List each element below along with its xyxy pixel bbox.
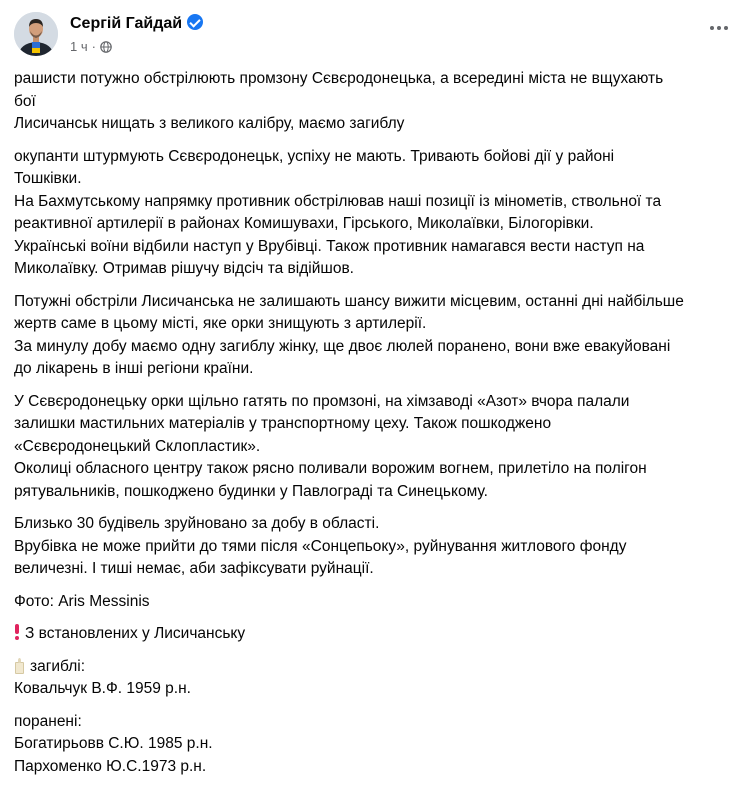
text-line: залишки мастильних матеріалів у транспортному цеху. Також пошкоджено [14,415,552,432]
injured-section [14,711,738,779]
paragraph-1 [14,68,738,136]
text-line: Українські воїни відбили наступ у Врубівці. Також противник намагався вести наступ на [14,237,645,255]
text-line: окупанти штурмують Сєвєродонецьк, успіху не мають. Тривають бойові дії у районі [14,147,615,165]
text-line: Близько 30 будівель зруйновано за добу в області. [14,515,380,532]
injured-label: поранені: [14,712,82,730]
text-line: Врубівка не може прийти до тями після «Сонцепьоку», руйнування житлового фонду [14,537,627,555]
text-line: жертв саме в цьому місті, яке орки знищують з артилерії. [14,315,427,332]
more-options-icon[interactable] [710,24,730,32]
post-meta [70,39,112,54]
text-line: величезні. І тиші немає, аби зафіксувати руйнації. [14,560,374,577]
verified-badge-icon [187,14,203,30]
text-line: бої [14,92,36,110]
author-avatar[interactable] [14,12,58,56]
text-line: Лисичанськ нищать з великого калібру, маємо загиблу [14,115,405,132]
red-exclamation-icon [14,624,20,640]
meta-separator: · [91,39,96,54]
injured-person: Богатирьовв С.Ю. 1985 р.н. [14,735,213,752]
text-line: Потужні обстріли Лисичанська не залишають шансу вижити місцевим, останні дні найбільше [14,292,684,310]
heading-text: З встановлених у Лисичанську [25,625,246,642]
text-line: За минулу добу маємо одну загиблу жінку, ще двоє люлей поранено, вони вже евакуйовані [14,337,671,355]
heading-line [14,623,738,646]
dead-label: загиблі: [30,657,86,675]
paragraph-3 [14,291,738,381]
text-line: рятувальників, пошкоджено будинки у Павлограді та Синецькому. [14,482,488,500]
dead-person: Ковальчук В.Ф. 1959 р.н. [14,680,191,697]
text-line: реактивної артилерії в районах Комишувахи, Гірського, Миколаївки, Білогорівки. [14,215,594,232]
post-timestamp[interactable]: 1 ч [70,39,88,54]
more-dot [717,26,721,30]
photo-credit [14,591,738,614]
text-line: «Сєвєродонецький Склопластик». [14,437,261,455]
text-line: Миколаївку. Отримав рішучу відсіч та відійшов. [14,260,354,277]
injured-person: Пархоменко Ю.С.1973 р.н. [14,757,207,775]
text-line: У Сєвєродонецьку орки щільно гатять по промзоні, на хімзаводі «Азот» вчора палали [14,392,630,410]
post-text [14,68,738,788]
more-dot [724,26,728,30]
globe-icon[interactable] [100,41,112,53]
paragraph-2 [14,146,738,281]
dead-section [14,656,738,701]
avatar-photo [14,12,58,56]
text-line: рашисти потужно обстрілюють промзону Сєвєродонецька, а всередині міста не вщухають [14,70,664,87]
casualties-heading [14,623,738,646]
author-name[interactable] [70,14,203,33]
paragraph-5 [14,513,738,581]
text-line: Околиці обласного центру також рясно поливали ворожим вогнем, прилетіло на полігон [14,460,647,477]
candle-icon [14,658,25,674]
text-line: до лікарень в інші регіони країни. [14,360,254,377]
text-line: На Бахмутському напрямку противник обстрілював наші позиції із мінометів, ствольної та [14,192,662,210]
post-header [14,12,736,62]
paragraph-4 [14,391,738,504]
text-line: Тошківки. [14,170,82,187]
more-dot [710,26,714,30]
dead-label-line [14,656,738,679]
text-line: Фото: Aris Messinis [14,592,150,610]
author-name-text: Сергій Гайдай [70,15,183,32]
